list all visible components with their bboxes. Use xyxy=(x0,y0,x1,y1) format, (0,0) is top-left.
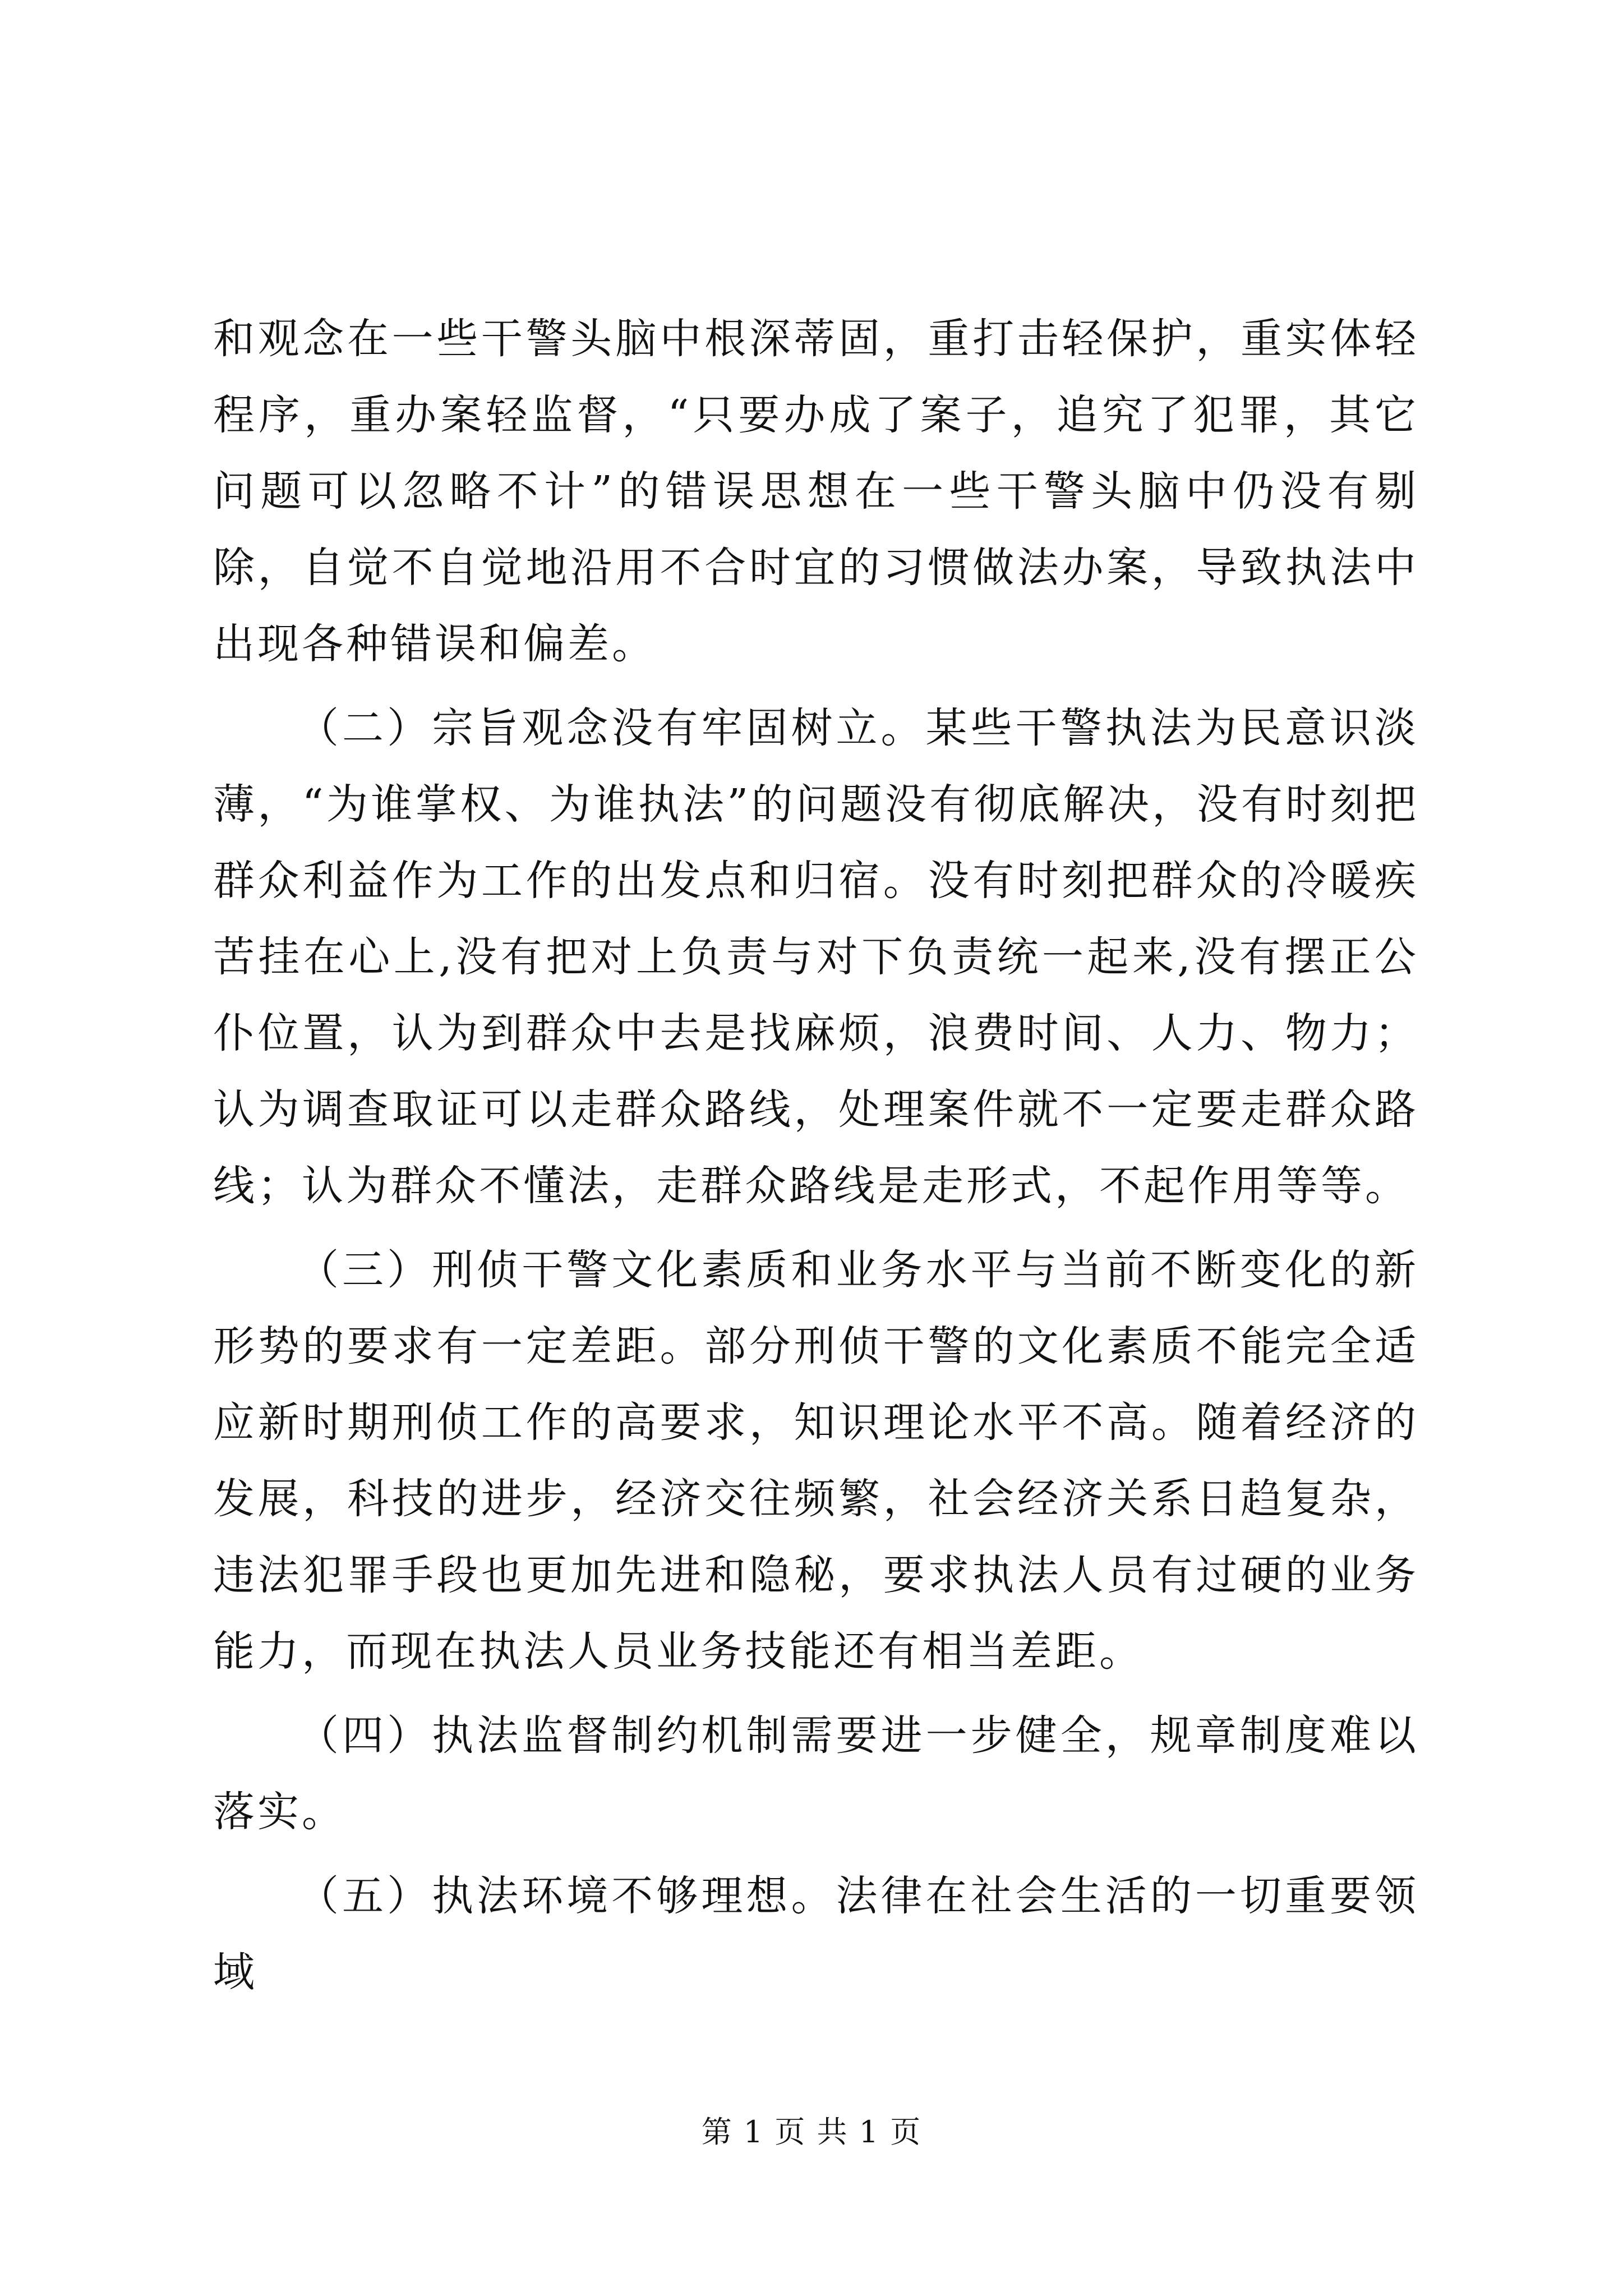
paragraph-section-5: （五）执法环境不够理想。法律在社会生活的一切重要领域 xyxy=(213,1872,1419,1996)
page-number-label: 第 1 页 共 1 页 xyxy=(701,2114,922,2150)
paragraph-section-2: （二）宗旨观念没有牢固树立。某些干警执法为民意识淡薄，“为谁掌权、为谁执法”的问题没有彻底解决，没有时刻把群众利益作为工作的出发点和归宿。没有时刻把群众的冷暖疾苦挂在心上,没有把对上负责与对下负责统一起来,没有摆正公仆位置，认为到群众中去是找麻烦，浪费时间、人力、物力；认为调查取证可以走群众路线，处理案件就不一定要走群众路线；认为群众不懂法，走群众路线是走形式，不起作用等等。 xyxy=(213,704,1419,1210)
paragraph-continuation: 和观念在一些干警头脑中根深蒂固，重打击轻保护，重实体轻程序，重办案轻监督，“只要办成了案子，追究了犯罪，其它问题可以忽略不计”的错误思想在一些干警头脑中仍没有剔除，自觉不自觉地沿用不合时宜的习惯做法办案，导致执法中出现各种错误和偏差。 xyxy=(213,315,1419,668)
page-footer xyxy=(0,2113,1623,2152)
paragraph-section-4: （四）执法监督制约机制需要进一步健全，规章制度难以落实。 xyxy=(213,1711,1419,1836)
document-body xyxy=(213,301,1419,2010)
paragraph-section-3: （三）刑侦干警文化素质和业务水平与当前不断变化的新形势的要求有一定差距。部分刑侦干警的文化素质不能完全适应新时期刑侦工作的高要求，知识理论水平不高。随着经济的发展，科技的进步，经济交往频繁，社会经济关系日趋复杂，违法犯罪手段也更加先进和隐秘，要求执法人员有过硬的业务能力，而现在执法人员业务技能还有相当差距。 xyxy=(213,1246,1419,1676)
